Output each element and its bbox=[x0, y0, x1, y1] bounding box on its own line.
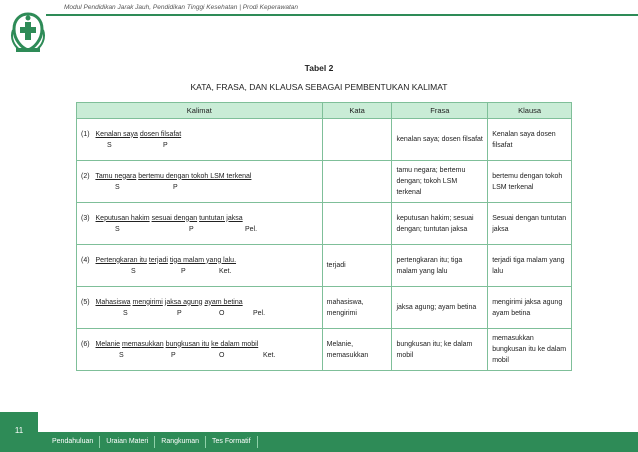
row-number: (5) bbox=[81, 298, 90, 306]
column-header-frasa: Frasa bbox=[392, 103, 488, 119]
footer-nav bbox=[46, 432, 258, 452]
function-label: P bbox=[177, 309, 182, 317]
function-label: S bbox=[107, 141, 112, 149]
frasa-cell: jaksa agung; ayam betina bbox=[392, 287, 488, 329]
sentence-part: Pertengkaran itu bbox=[95, 256, 147, 264]
sentence-part: Melanie bbox=[95, 340, 121, 348]
row-number: (4) bbox=[81, 256, 90, 264]
frasa-cell: pertengkaran itu; tiga malam yang lalu bbox=[392, 245, 488, 287]
sentence-part: sesuai dengan bbox=[151, 214, 198, 222]
function-label: S bbox=[119, 351, 124, 359]
kata-cell bbox=[322, 119, 392, 161]
kata-cell bbox=[322, 161, 392, 203]
sentence-part: Tamu negara bbox=[95, 172, 137, 180]
function-label: S bbox=[131, 267, 136, 275]
frasa-cell: keputusan hakim; sesuai dengan; tuntutan jaksa bbox=[392, 203, 488, 245]
nav-pendahuluan[interactable]: Pendahuluan bbox=[46, 436, 100, 448]
column-header-kalimat: Kalimat bbox=[77, 103, 323, 119]
frasa-cell: tamu negara; bertemu dengan; tokoh LSM terkenal bbox=[392, 161, 488, 203]
row-number: (6) bbox=[81, 340, 90, 348]
sentence-part: dosen filsafat bbox=[139, 130, 182, 138]
kata-cell: mahasiswa, mengirimi bbox=[322, 287, 392, 329]
nav-tes-formatif[interactable]: Tes Formatif bbox=[206, 436, 258, 448]
klausa-cell: Sesuai dengan tuntutan jaksa bbox=[488, 203, 572, 245]
kalimat-cell bbox=[77, 203, 323, 245]
sentence-part: mengirimi bbox=[132, 298, 163, 306]
sentence-part: tiga malam yang lalu. bbox=[169, 256, 237, 264]
function-label: S bbox=[115, 183, 120, 191]
sentence-part: ke dalam mobil bbox=[211, 340, 259, 348]
column-header-klausa: Klausa bbox=[488, 103, 572, 119]
column-header-kata: Kata bbox=[322, 103, 392, 119]
function-label: P bbox=[163, 141, 168, 149]
kata-cell: Melanie, memasukkan bbox=[322, 329, 392, 371]
syntax-table bbox=[76, 102, 572, 371]
sentence-part: jaksa agung bbox=[164, 298, 203, 306]
sentence-part: tuntutan jaksa bbox=[199, 214, 243, 222]
kata-cell bbox=[322, 203, 392, 245]
function-label: P bbox=[181, 267, 186, 275]
sentence-part: Kenalan saya bbox=[95, 130, 138, 138]
table-row bbox=[77, 161, 572, 203]
row-number: (3) bbox=[81, 214, 90, 222]
function-label: P bbox=[189, 225, 194, 233]
table-row bbox=[77, 287, 572, 329]
table-header-row bbox=[77, 103, 572, 119]
frasa-cell: bungkusan itu; ke dalam mobil bbox=[392, 329, 488, 371]
table-subtitle: KATA, FRASA, DAN KLAUSA SEBAGAI PEMBENTUKAN KALIMAT bbox=[190, 82, 448, 92]
klausa-cell: bertemu dengan tokoh LSM terkenal bbox=[488, 161, 572, 203]
function-label: Pel. bbox=[245, 225, 258, 233]
ministry-logo-icon bbox=[8, 10, 48, 54]
running-title: Modul Pendidikan Jarak Jauh, Pendidikan Tinggi Kesehatan | Prodi Keperawatan bbox=[64, 4, 298, 11]
page-number: 11 bbox=[14, 426, 24, 435]
frasa-cell: kenalan saya; dosen filsafat bbox=[392, 119, 488, 161]
klausa-cell: memasukkan bungkusan itu ke dalam mobil bbox=[488, 329, 572, 371]
function-label: P bbox=[173, 183, 178, 191]
table-row bbox=[77, 329, 572, 371]
function-label: O bbox=[219, 309, 225, 317]
kata-cell: terjadi bbox=[322, 245, 392, 287]
sentence-part: ayam betina bbox=[204, 298, 243, 306]
kalimat-cell bbox=[77, 161, 323, 203]
kalimat-cell bbox=[77, 329, 323, 371]
kalimat-cell bbox=[77, 119, 323, 161]
sentence-part: memasukkan bbox=[121, 340, 164, 348]
row-number: (1) bbox=[81, 130, 90, 138]
klausa-cell: mengirimi jaksa agung ayam betina bbox=[488, 287, 572, 329]
function-label: Pel. bbox=[253, 309, 266, 317]
table-row bbox=[77, 119, 572, 161]
sentence-part: bungkusan itu bbox=[165, 340, 210, 348]
klausa-cell: terjadi tiga malam yang lalu bbox=[488, 245, 572, 287]
table-row bbox=[77, 203, 572, 245]
kalimat-cell bbox=[77, 245, 323, 287]
nav-rangkuman[interactable]: Rangkuman bbox=[155, 436, 206, 448]
table-title: Tabel 2 bbox=[304, 63, 334, 73]
klausa-cell: Kenalan saya dosen filsafat bbox=[488, 119, 572, 161]
function-label: Ket. bbox=[219, 267, 232, 275]
function-label: P bbox=[171, 351, 176, 359]
function-label: O bbox=[219, 351, 225, 359]
function-label: S bbox=[123, 309, 128, 317]
sentence-part: Mahasiswa bbox=[95, 298, 131, 306]
function-label: Ket. bbox=[263, 351, 276, 359]
kalimat-cell bbox=[77, 287, 323, 329]
function-label: S bbox=[115, 225, 120, 233]
sentence-part: terjadi bbox=[148, 256, 168, 264]
header-rule bbox=[46, 14, 638, 16]
table-row bbox=[77, 245, 572, 287]
row-number: (2) bbox=[81, 172, 90, 180]
nav-uraian-materi[interactable]: Uraian Materi bbox=[100, 436, 155, 448]
sentence-part: bertemu dengan tokoh LSM terkenal bbox=[138, 172, 252, 180]
sentence-part: Keputusan hakim bbox=[95, 214, 150, 222]
